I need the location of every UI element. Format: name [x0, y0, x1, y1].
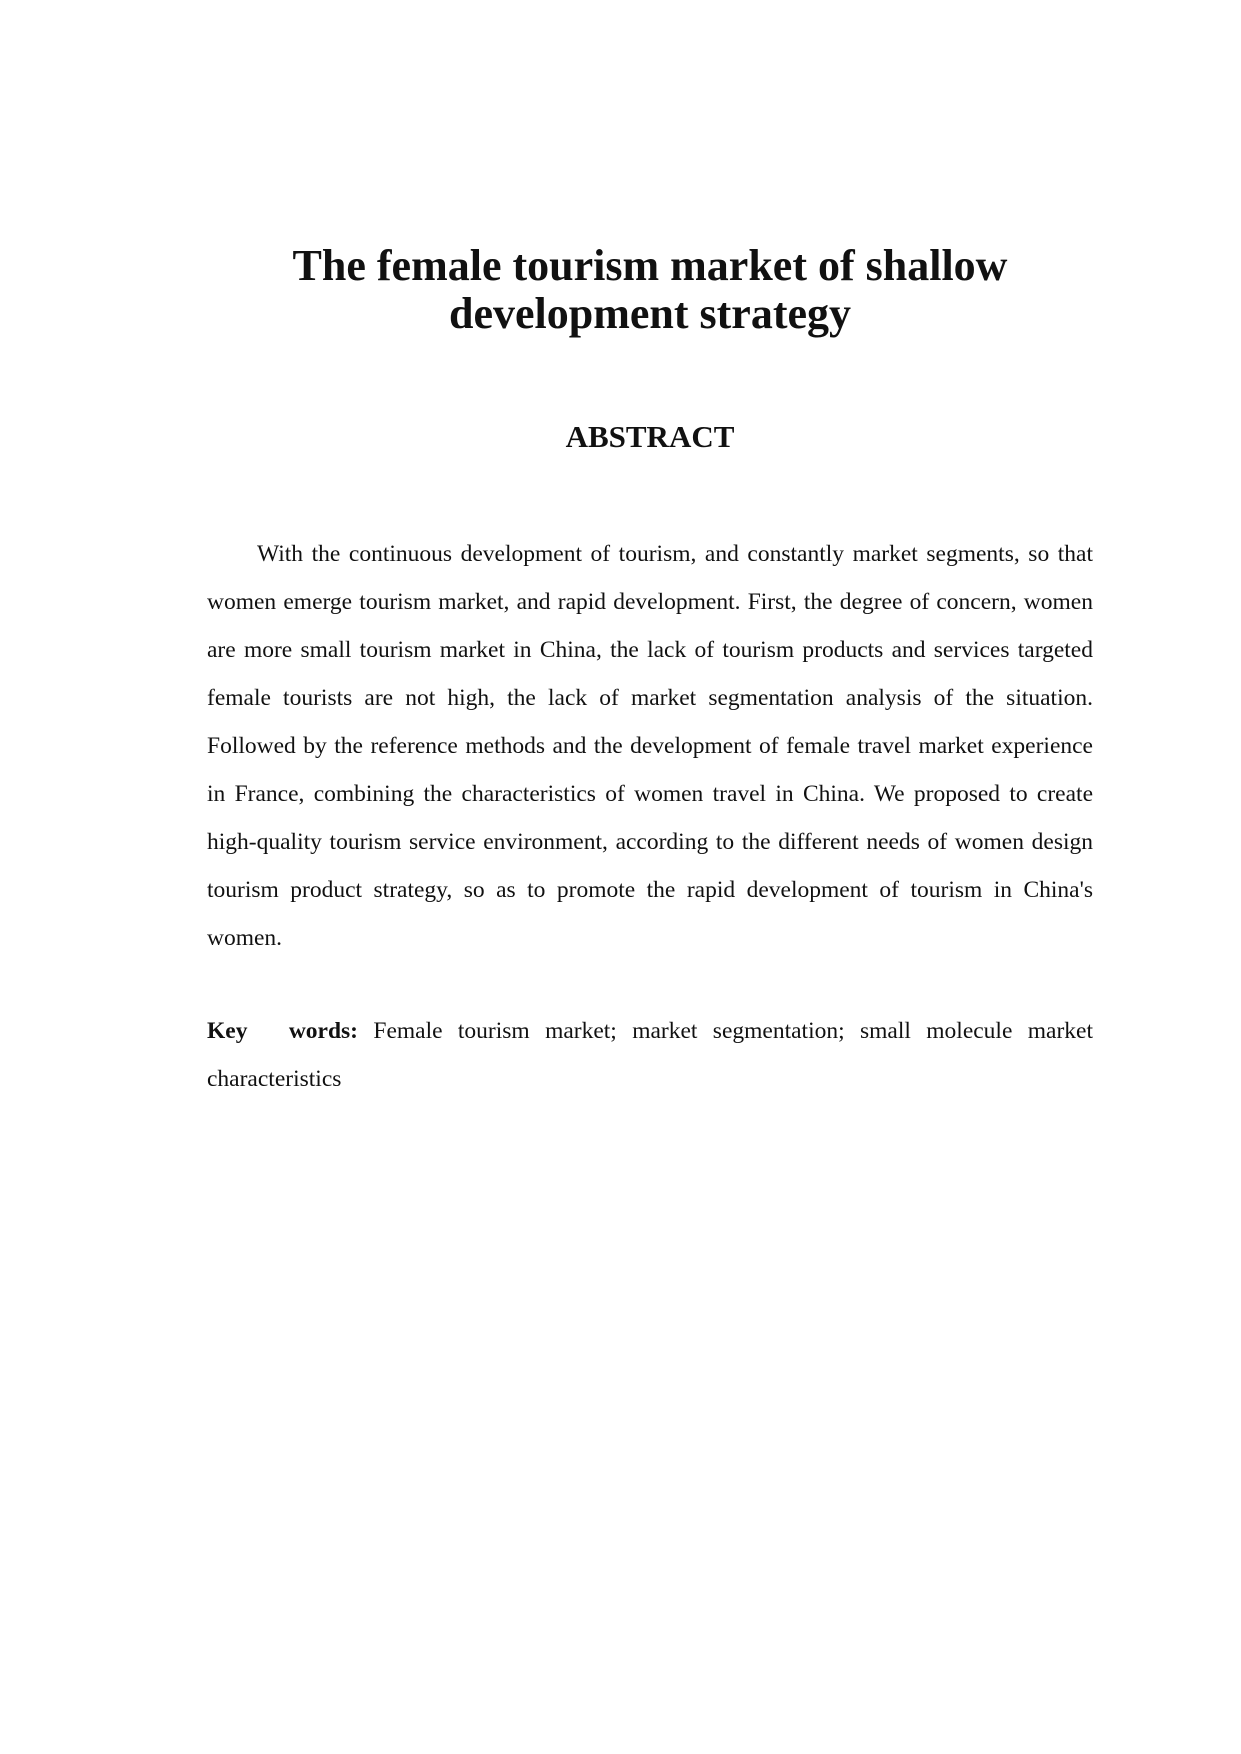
paper-title — [150, 242, 1150, 338]
abstract-paragraph: With the continuous development of tourism, and constantly market segments, so that women emerge tourism market, and rapid development. First, the degree of concern, women are more small tourism market in China, the lack of tourism products and services targeted female tourists are not high, the lack of market segmentation analysis of the situation. Followed by the reference methods and the development of female travel market experience in France, combining the characteristics of women travel in China. We proposed to create high-quality tourism service environment, according to the different needs of women design tourism product strategy, so as to promote the rapid development of tourism in China's women. — [207, 541, 1093, 951]
keywords-paragraph — [207, 1007, 1093, 1103]
abstract-heading: ABSTRACT — [565, 419, 735, 454]
paper-title-line-1: The female tourism market of shallow — [292, 241, 1008, 290]
paper-title-line-2: development strategy — [448, 289, 851, 338]
keywords-label: Key words: — [207, 1018, 359, 1044]
keywords-text: Female tourism market; market segmentation; small molecule market characteristics — [207, 1018, 1093, 1092]
